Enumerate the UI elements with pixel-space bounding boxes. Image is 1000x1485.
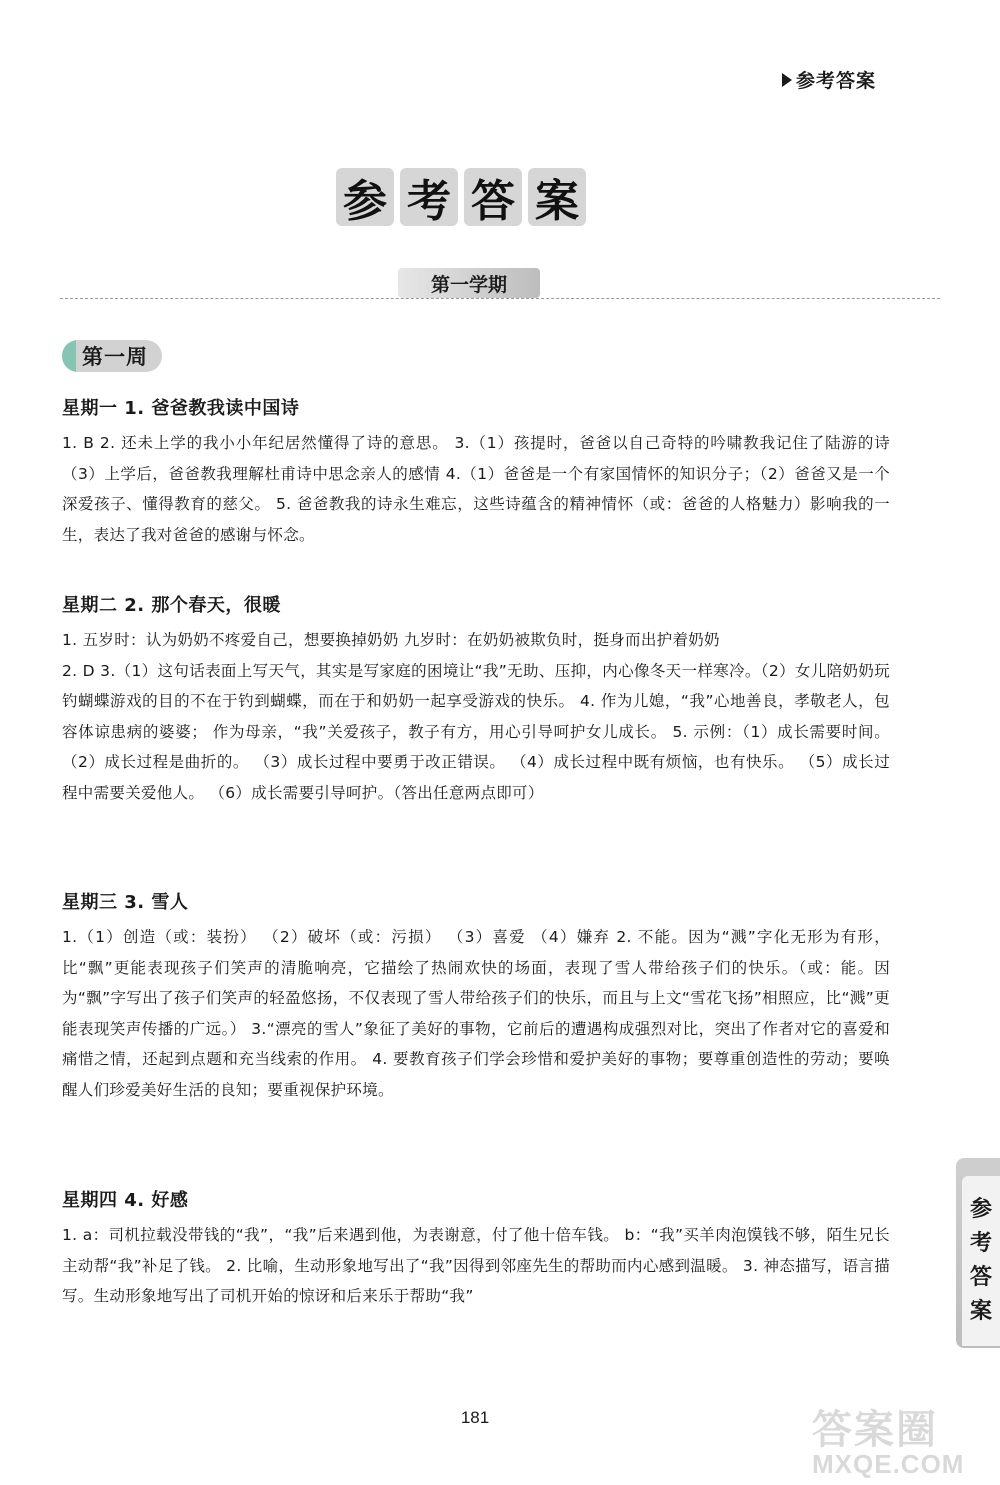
title-char: 案 [528, 168, 586, 226]
section-heading: 星期三 3. 雪人 [62, 892, 189, 913]
week-badge [62, 340, 162, 372]
header-tag-text: 参考答案 [796, 70, 877, 92]
side-tab-char: 考 [969, 1231, 992, 1256]
answer-section-monday [62, 394, 890, 550]
page-title [336, 168, 586, 226]
header-section-tag [782, 66, 876, 93]
title-char: 参 [336, 168, 394, 226]
badge-accent [62, 340, 76, 372]
divider-line [60, 298, 940, 299]
section-heading: 星期四 4. 好感 [62, 1190, 189, 1211]
section-body: 1. B 2. 还未上学的我小小年纪居然懂得了诗的意思。 3.（1）孩提时，爸爸以自己奇特的吟啸教我记住了陆游的诗 （3）上学后，爸爸教我理解杜甫诗中思念亲人的感情 4.（1）爸爸是一个有家国情怀的知识分子；（2）爸爸又是一个深爱孩子、懂得教育的慈父。 5. 爸爸教我的诗永生难忘，这些诗蕴含的精神情怀（或：爸爸的人格魅力）影响我的一生，表达了我对爸爸的感谢与怀念。 [62, 434, 890, 544]
term-banner: 第一学期 [398, 268, 540, 298]
watermark [812, 1398, 992, 1478]
section-heading: 星期一 1. 爸爸教我读中国诗 [62, 398, 300, 419]
side-tab [956, 1158, 1000, 1348]
side-tab-char: 答 [969, 1265, 992, 1290]
section-body: 1. a：司机拉载没带钱的“我”，“我”后来遇到他，为表谢意，付了他十倍车钱。 b：“我”买羊肉泡馍钱不够，陌生兄长主动帮“我”补足了钱。 2. 比喻，生动形象地写出了“我”因得到邻座先生的帮助而内心感到温暖。 3. 神态描写，语言描写。生动形象地写出了司机开始的惊讶和后来乐于帮助“我” [62, 1226, 890, 1306]
section-body: 1.（1）创造（或：装扮） （2）破坏（或：污损） （3）喜爱 （4）嫌弃 2. 不能。因为“溅”字化无形为有形，比“飘”更能表现孩子们笑声的清脆响亮，它描绘了热闹欢快的场面，表现了雪人带给孩子们的快乐。（或：能。因为“飘”字写出了孩子们笑声的轻盈悠扬，不仅表现了雪人带给孩子们的快乐，而且与上文“雪花飞扬”相照应，比“溅”更能表现笑声传播的广远。） 3.“漂亮的雪人”象征了美好的事物，它前后的遭遇构成强烈对比，突出了作者对它的喜爱和痛惜之情，还起到点题和充当线索的作用。 4. 要教育孩子们学会珍惜和爱护美好的事物；要尊重创造性的劳动；要唤醒人们珍爱美好生活的良知；要重视保护环境。 [62, 928, 890, 1099]
answer-section-thursday [62, 1186, 890, 1312]
title-char: 答 [464, 168, 522, 226]
side-tab-char: 参 [969, 1197, 992, 1222]
answer-section-wednesday [62, 888, 890, 1106]
watermark-logo: 答案圈 [812, 1408, 938, 1452]
section-body: 1. 五岁时：认为奶奶不疼爱自己，想要换掉奶奶 九岁时：在奶奶被欺负时，挺身而出护着奶奶 2. D 3.（1）这句话表面上写天气，其实是写家庭的困境让“我”无助、压抑，内心像冬天一样寒冷。（2）女儿陪奶奶玩钓蝴蝶游戏的目的不在于钓到蝴蝶，而在于和奶奶一起享受游戏的快乐。 4. 作为儿媳，“我”心地善良，孝敬老人，包容体谅患病的婆婆； 作为母亲，“我”关爱孩子，教子有方，用心引导呵护女儿成长。 5. 示例：（1）成长需要时间。 （2）成长过程是曲折的。 （3）成长过程中要勇于改正错误。 （4）成长过程中既有烦恼，也有快乐。 （5）成长过程中需要关爱他人。 （6）成长需要引导呵护。（答出任意两点即可） [62, 631, 890, 802]
week-label: 第一周 [82, 345, 148, 369]
side-tab-char: 案 [969, 1299, 992, 1324]
watermark-url: MXQE.COM [812, 1449, 965, 1479]
answer-section-tuesday [62, 591, 890, 809]
page-number: 181 [460, 1408, 490, 1427]
title-char: 考 [400, 168, 458, 226]
triangle-marker-icon [782, 73, 792, 87]
section-heading: 星期二 2. 那个春天，很暖 [62, 595, 281, 616]
